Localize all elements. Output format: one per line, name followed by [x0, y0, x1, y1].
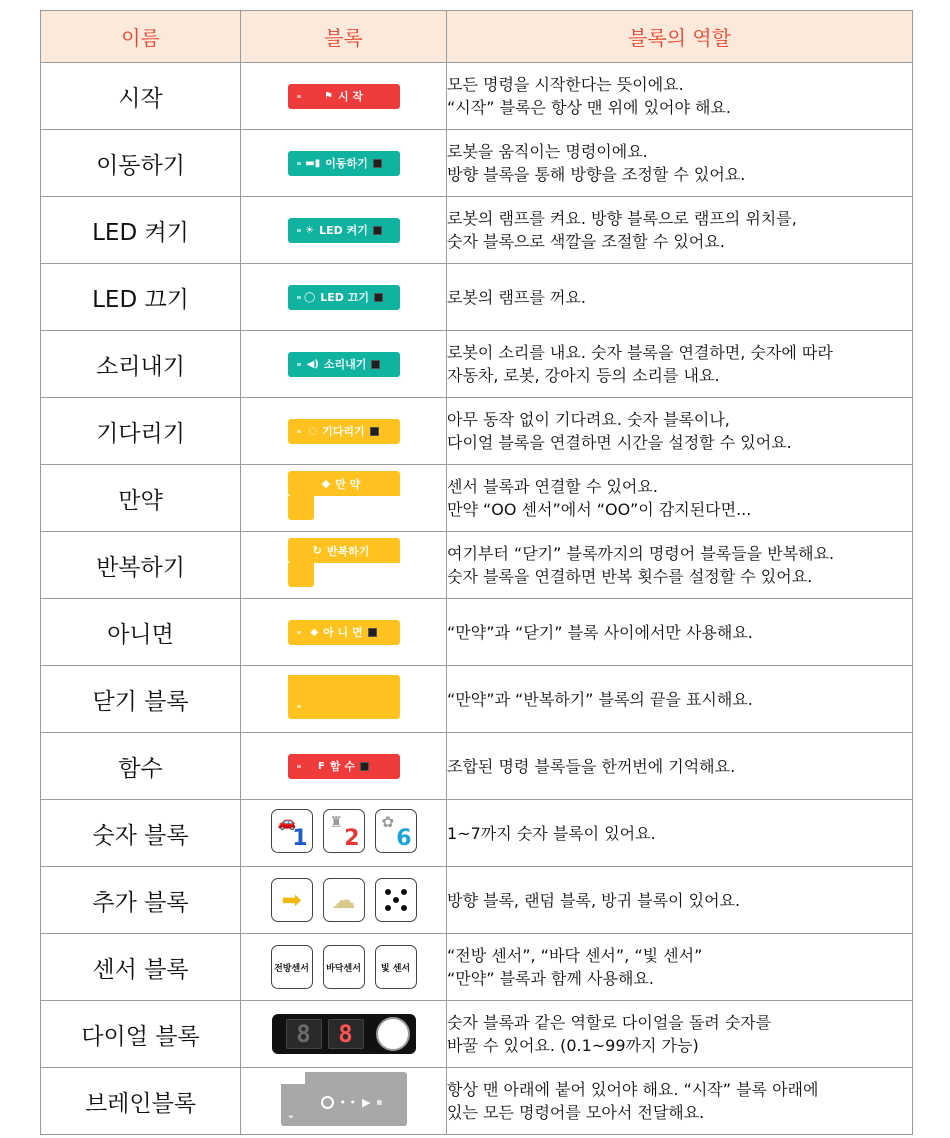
- number-card-car: [271, 809, 313, 853]
- desc-line: “전방 센서”, “바닥 센서”, “빛 센서”: [447, 946, 703, 965]
- direction-card: [271, 878, 313, 922]
- socket-icon: [360, 762, 369, 771]
- diamond-icon: ◆: [310, 626, 319, 638]
- row-name: 시작: [41, 63, 241, 130]
- table-row: [41, 465, 913, 532]
- led-off-block: [288, 285, 400, 310]
- sensor-label: 빛 센서: [380, 963, 411, 974]
- row-block: [241, 666, 447, 733]
- desc-line: 다이얼 블록을 연결하면 시간을 설정할 수 있어요.: [447, 433, 792, 452]
- desc-line: 1~7까지 숫자 블록이 있어요.: [447, 823, 656, 843]
- random-card: [375, 878, 417, 922]
- chip-label: 기다리기: [322, 425, 365, 438]
- row-block: [241, 800, 447, 867]
- row-desc: [447, 398, 913, 465]
- table-row: [41, 398, 913, 465]
- row-block: [241, 197, 447, 264]
- block-reference-table: [40, 10, 913, 1135]
- header-name: 이름: [41, 11, 241, 63]
- desc-line: 여기부터 “닫기” 블록까지의 명령어 블록들을 반복해요.: [447, 544, 835, 563]
- header-row: [41, 11, 913, 63]
- socket-icon: [374, 293, 383, 302]
- table-row: [41, 867, 913, 934]
- row-block: [241, 867, 447, 934]
- else-block: [288, 620, 400, 645]
- desc-line: “만약”과 “닫기” 블록 사이에서만 사용해요.: [447, 622, 753, 642]
- row-block: [241, 398, 447, 465]
- desc-line: 숫자 블록과 같은 역할로 다이얼을 돌려 숫자를: [447, 1013, 772, 1032]
- row-block: [241, 130, 447, 197]
- row-name: 이동하기: [41, 130, 241, 197]
- row-block: [241, 934, 447, 1001]
- row-name: LED 켜기: [41, 197, 241, 264]
- row-desc: [447, 130, 913, 197]
- light-sensor-card: [375, 945, 417, 989]
- desc-line: 모든 명령을 시작한다는 뜻이에요.: [447, 75, 684, 94]
- row-name: LED 끄기: [41, 264, 241, 331]
- fart-card: [323, 878, 365, 922]
- repeat-block: [288, 538, 400, 588]
- repeat-icon: ↻: [312, 544, 322, 557]
- speaker-icon: ◀): [306, 358, 319, 370]
- desc-line: 바꿀 수 있어요. (0.1~99까지 가능): [447, 1036, 699, 1055]
- function-block: [288, 754, 400, 779]
- row-block: [241, 599, 447, 666]
- table-row: [41, 532, 913, 599]
- car-icon: 🚗: [277, 813, 297, 831]
- desc-line: “만약”과 “반복하기” 블록의 끝을 표시해요.: [447, 689, 753, 709]
- desc-line: 항상 맨 아래에 붙어 있어야 해요. “시작” 블록 아래에: [447, 1080, 819, 1099]
- arrow-right-icon: ➡: [281, 886, 302, 914]
- table-row: [41, 264, 913, 331]
- row-name: 함수: [41, 733, 241, 800]
- chip-label: 소리내기: [323, 358, 367, 371]
- dial-block: [272, 1014, 416, 1054]
- row-name: 닫기 블록: [41, 666, 241, 733]
- desc-line: 로봇이 소리를 내요. 숫자 블록을 연결하면, 숫자에 따라: [447, 343, 833, 362]
- table-row: [41, 934, 913, 1001]
- number-card-robot: [323, 809, 365, 853]
- brain-block: • • ▶ ▦ ▬: [281, 1072, 407, 1126]
- row-block: [241, 331, 447, 398]
- card-number: 6: [396, 826, 412, 851]
- robot-icon: ♜: [329, 813, 343, 831]
- row-desc: [447, 934, 913, 1001]
- row-desc: [447, 733, 913, 800]
- play-icon: ▶: [361, 1096, 371, 1109]
- row-name: 아니면: [41, 599, 241, 666]
- sensor-label: 전방센서: [274, 963, 309, 974]
- socket-icon: [373, 159, 382, 168]
- row-name: 다이얼 블록: [41, 1001, 241, 1068]
- desc-line: “시작” 블록은 항상 맨 위에 있어야 해요.: [447, 98, 732, 117]
- desc-line: 로봇의 램프를 꺼요.: [447, 287, 586, 307]
- desc-line: 방향 블록, 랜덤 블록, 방귀 블록이 있어요.: [447, 890, 741, 910]
- bulb-icon: ◯: [304, 291, 316, 303]
- row-desc: [447, 197, 913, 264]
- row-desc: [447, 1001, 913, 1068]
- cloud-icon: ☁: [331, 886, 356, 914]
- sensor-label: 바닥센서: [326, 963, 361, 974]
- table-row: [41, 130, 913, 197]
- row-block: [241, 733, 447, 800]
- chip-label: LED 켜기: [319, 224, 368, 237]
- diamond-icon: ◆: [321, 477, 331, 490]
- row-desc: [447, 532, 913, 599]
- maker-logo-icon: ▬: [288, 1114, 294, 1120]
- desc-line: 숫자 블록을 연결하면 반복 횟수를 설정할 수 있어요.: [447, 567, 813, 586]
- chip-label: 이동하기: [325, 157, 368, 170]
- row-name: 숫자 블록: [41, 800, 241, 867]
- wait-block: [288, 419, 400, 444]
- loading-icon: ◌: [308, 425, 318, 437]
- table-row: [41, 1068, 913, 1135]
- dial-digit: 8: [286, 1019, 322, 1049]
- row-desc: [447, 666, 913, 733]
- desc-line: 방향 블록을 통해 방향을 조정할 수 있어요.: [447, 165, 746, 184]
- desc-line: 조합된 명령 블록들을 한꺼번에 기억해요.: [447, 756, 736, 776]
- socket-icon: [368, 628, 377, 637]
- close-block: [288, 675, 400, 719]
- row-name: 센서 블록: [41, 934, 241, 1001]
- power-icon: [321, 1096, 334, 1109]
- chip-label: 함 수: [329, 760, 355, 773]
- row-name: 만약: [41, 465, 241, 532]
- table-row: [41, 1001, 913, 1068]
- chip-label: 아 니 면: [323, 626, 363, 639]
- table-row: [41, 63, 913, 130]
- sound-block: [288, 352, 400, 377]
- desc-line: 자동차, 로봇, 강아지 등의 소리를 내요.: [447, 366, 720, 385]
- table-row: [41, 197, 913, 264]
- brand-logo-icon: ▦: [376, 1099, 383, 1106]
- dice-icon: [385, 889, 407, 911]
- row-desc: [447, 867, 913, 934]
- row-block: [241, 1001, 447, 1068]
- row-name: 반복하기: [41, 532, 241, 599]
- row-desc: [447, 599, 913, 666]
- row-name: 추가 블록: [41, 867, 241, 934]
- desc-line: 아무 동작 없이 기다려요. 숫자 블록이나,: [447, 410, 730, 429]
- chip-label: 만 약: [335, 477, 361, 491]
- row-desc: [447, 1068, 913, 1135]
- socket-icon: [371, 360, 380, 369]
- row-block: [241, 465, 447, 532]
- header-block: 블록: [241, 11, 447, 63]
- chip-label: LED 끄기: [320, 291, 369, 304]
- row-desc: [447, 63, 913, 130]
- card-number: 1: [292, 826, 308, 851]
- desc-line: 있는 모든 명령어를 모아서 전달해요.: [447, 1103, 705, 1122]
- led-on-block: [288, 218, 400, 243]
- desc-line: “만약” 블록과 함께 사용해요.: [447, 969, 654, 988]
- row-desc: [447, 465, 913, 532]
- dog-icon: ✿: [381, 813, 395, 831]
- if-block: [288, 471, 400, 521]
- row-name: 브레인블록: [41, 1068, 241, 1135]
- row-desc: [447, 264, 913, 331]
- row-desc: [447, 331, 913, 398]
- move-block: [288, 151, 400, 176]
- header-role: 블록의 역할: [447, 11, 913, 63]
- row-name: 소리내기: [41, 331, 241, 398]
- dial-digit: 8: [328, 1019, 364, 1049]
- table-row: [41, 599, 913, 666]
- socket-icon: [373, 226, 382, 235]
- desc-line: 만약 “OO 센서”에서 “OO”이 감지된다면...: [447, 500, 752, 519]
- table-row: [41, 733, 913, 800]
- dial-knob: [376, 1017, 410, 1051]
- card-number: 2: [344, 826, 360, 851]
- row-block: [241, 532, 447, 599]
- flag-icon: ⚑: [323, 90, 333, 102]
- truck-icon: ▬▮: [305, 157, 321, 169]
- table-row: [41, 331, 913, 398]
- row-block: [241, 264, 447, 331]
- front-sensor-card: [271, 945, 313, 989]
- number-card-dog: [375, 809, 417, 853]
- row-name: 기다리기: [41, 398, 241, 465]
- desc-line: 로봇을 움직이는 명령이에요.: [447, 142, 648, 161]
- row-block: [241, 1068, 447, 1135]
- light-on-icon: ☀: [305, 224, 315, 236]
- desc-line: 로봇의 램프를 켜요. 방향 블록으로 램프의 위치를,: [447, 209, 797, 228]
- table-row: [41, 666, 913, 733]
- row-desc: [447, 800, 913, 867]
- function-f-icon: F: [318, 760, 325, 772]
- desc-line: 센서 블록과 연결할 수 있어요.: [447, 477, 658, 496]
- socket-icon: [370, 427, 379, 436]
- table-row: [41, 800, 913, 867]
- start-block: [288, 84, 400, 109]
- row-block: [241, 63, 447, 130]
- chip-label: 반복하기: [326, 544, 370, 558]
- floor-sensor-card: [323, 945, 365, 989]
- desc-line: 숫자 블록으로 색깔을 조절할 수 있어요.: [447, 232, 725, 251]
- chip-label: 시 작: [337, 90, 364, 103]
